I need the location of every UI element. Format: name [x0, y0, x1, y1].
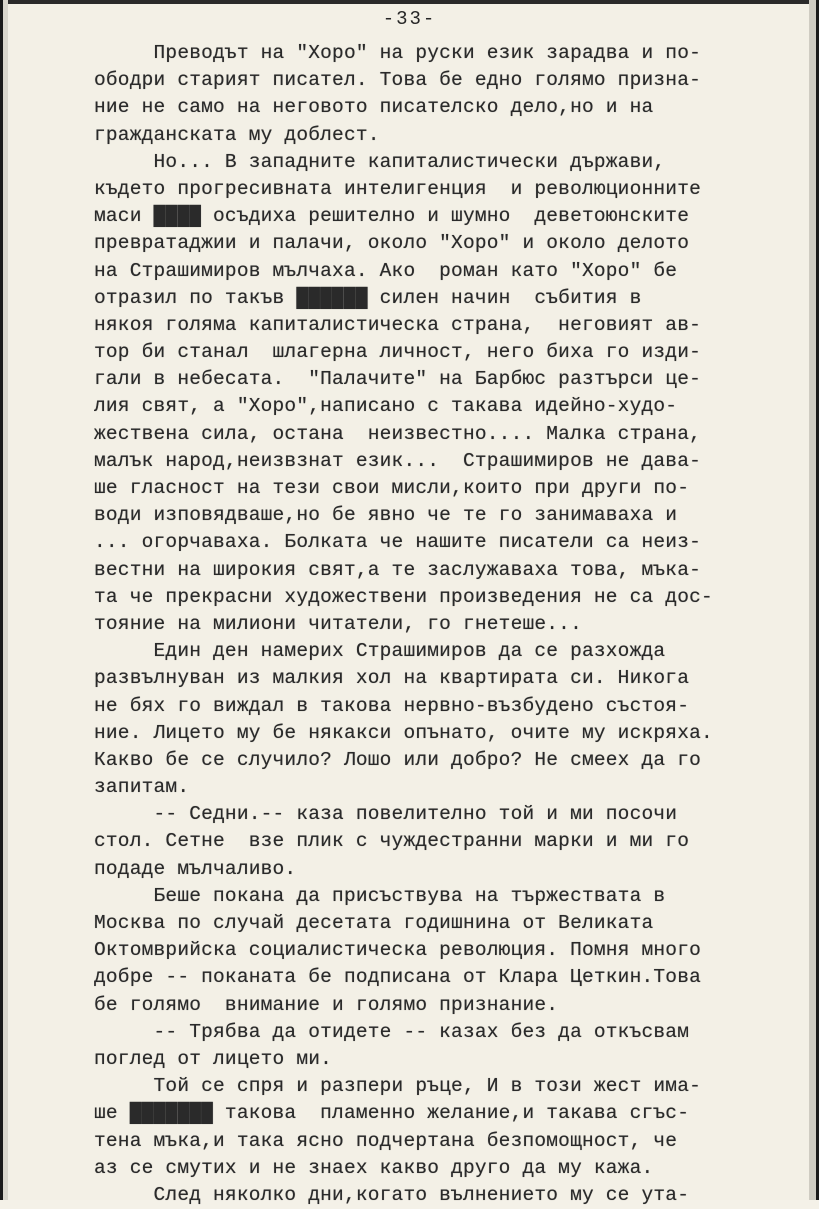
text-line: След няколко дни,когато вълнението му се ута- [94, 1183, 690, 1206]
text-line: добре -- поканата бе подписана от Клара Цеткин.Това [94, 966, 701, 989]
text-line: та че прекрасни художествени произведения не са дос- [94, 585, 713, 608]
text-line: -- Трябва да отидете -- казах без да откъсвам [94, 1020, 690, 1043]
text-line: Какво бе се случило? Лошо или добро? Не смеех да го [94, 748, 701, 771]
text-line: ... огорчаваха. Болката че нашите писатели са неиз- [94, 531, 701, 554]
text-line: някоя голяма капиталистическа страна, неговият ав- [94, 313, 701, 336]
text-line: тена мъка,и така ясно подчертана безпомощност, че [94, 1129, 678, 1152]
text-line: запитам. [94, 776, 190, 799]
text-line: отразил по такъв ██████ силен начин събития в [94, 286, 642, 309]
text-line: Но... В западните капиталистически държави, [94, 150, 666, 173]
text-line: тояние на милиони читатели, го гнетеше... [94, 612, 582, 635]
text-line: Москва по случай десетата годишнина от Великата [94, 912, 654, 934]
text-line: -- Седни.-- каза повелително той и ми посочи [94, 803, 678, 826]
text-line: ободри старият писател. Това бе едно голямо призна- [94, 69, 701, 92]
text-line: подаде мълчаливо. [94, 857, 297, 880]
text-line: гали в небесата. "Палачите" на Барбюс разтърси це- [94, 368, 701, 391]
text-line: Беше покана да присъствува на тържествата в [94, 884, 666, 907]
text-line: стол. Сетне взе плик с чуждестранни марки и ми го [94, 830, 690, 853]
text-line: вестни на широкия свят,а те заслужаваха това, мъка- [94, 558, 701, 581]
text-line: лия свят, а "Хоро",написано с такава идейно-худо- [94, 395, 678, 418]
text-line: жествена сила, остана неизвестно.... Малка страна, [94, 422, 701, 445]
text-line: маси ████ осъдиха решително и шумно деветоюнските [94, 205, 690, 228]
text-line: Преводът на "Хоро" на руски език зарадва и по- [94, 42, 701, 64]
text-line: гражданската му доблест. [94, 123, 380, 146]
text-line: развълнуван из малкия хол на квартирата си. Никога [94, 667, 690, 690]
text-line: тор би станал шлагерна личност, него биха го изди- [94, 341, 701, 364]
text-line: ше ███████ такова пламенно желание,и такава сгъс- [94, 1102, 690, 1125]
text-line: Той се спря и разпери ръце, И в този жест има- [94, 1075, 701, 1098]
text-line: където прогресивната интелигенция и революционните [94, 177, 701, 200]
text-line: ние не само на неговото писателско дело,но и на [94, 96, 654, 119]
text-line: Октомврийска социалистическа революция. Помня много [94, 939, 701, 962]
text-line: аз се смутих и не знаех какво друго да му кажа. [94, 1156, 654, 1179]
text-line: на Страшимиров мълчаха. Ако роман като "Хоро" бе [94, 259, 678, 282]
text-line: превратаджии и палачи, около "Хоро" и около делото [94, 232, 690, 255]
text-line: бе голямо внимание и голямо признание. [94, 993, 559, 1016]
scan-edge-right [809, 0, 819, 1200]
text-line: води изповядваше,но бе явно че те го занимаваха и [94, 504, 678, 527]
typewritten-text [94, 40, 808, 1209]
scan-edge-top [0, 0, 819, 4]
scan-edge-left [0, 0, 8, 1200]
text-line: не бях го виждал в такова нервно-възбудено състоя- [94, 694, 690, 717]
text-line: поглед от лицето ми. [94, 1047, 333, 1070]
text-line: ние. Лицето му бе някакси опънато, очите му искряха. [94, 721, 713, 744]
text-line: ше гласност на тези свои мисли,които при други по- [94, 477, 690, 499]
text-line: Един ден намерих Страшимиров да се разхожда [94, 640, 666, 663]
text-line: малък народ,неизвзнат език... Страшимиров не дава- [94, 449, 701, 472]
page-number: -33- [382, 8, 437, 30]
